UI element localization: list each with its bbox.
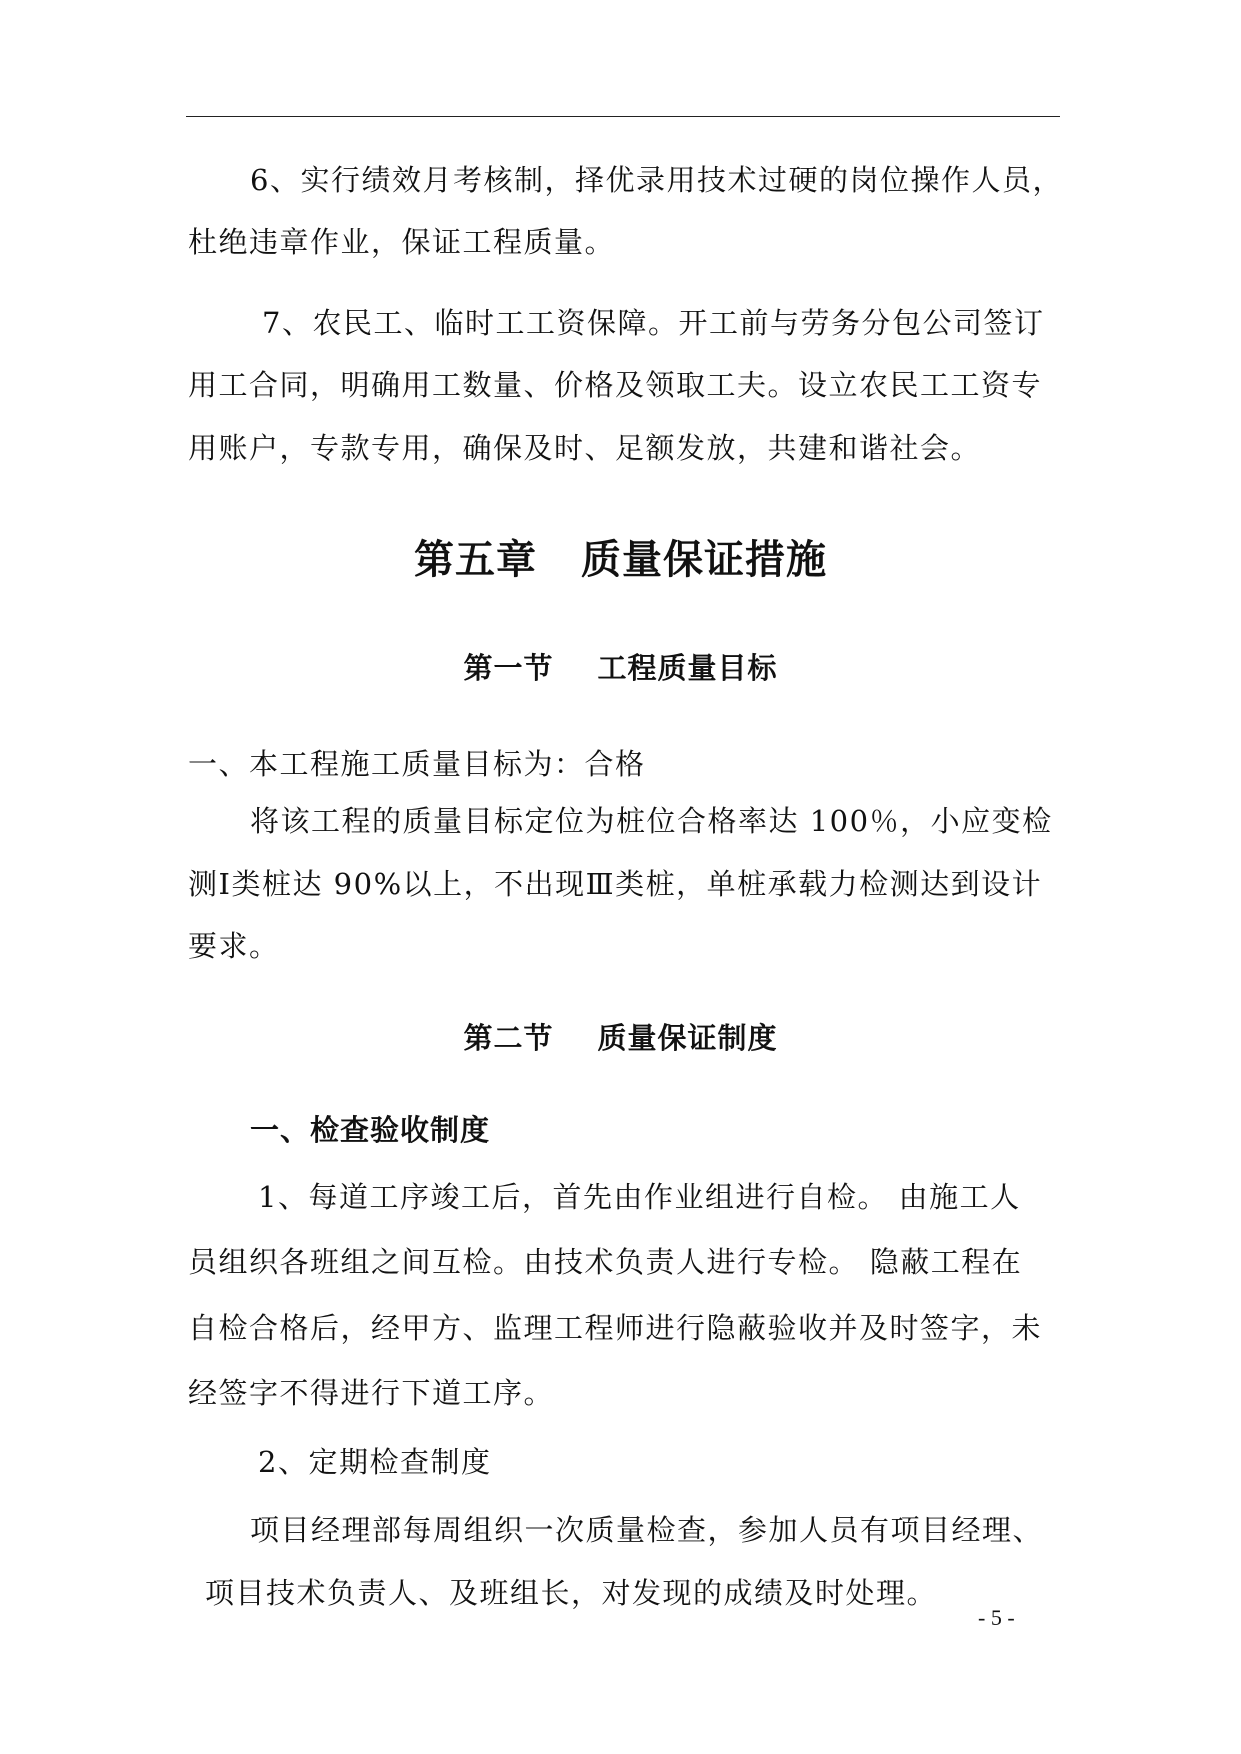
paragraph-6-line-1: 6、实行绩效月考核制，择优录用技术过硬的岗位操作人员， <box>250 163 1063 197</box>
quality-goal-line: 一、本工程施工质量目标为：合格 <box>188 747 646 781</box>
item-2-line-1: 项目经理部每周组织一次质量检查，参加人员有项目经理、 <box>250 1513 1044 1547</box>
paragraph-6-line-2: 杜绝违章作业，保证工程质量。 <box>188 225 616 259</box>
header-rule <box>186 116 1060 117</box>
section-1-text-line-2: 测Ⅰ类桩达 90%以上，不出现Ⅲ类桩，单桩承载力检测达到设计 <box>188 867 1043 901</box>
section-1-text-line-3: 要求。 <box>188 929 280 963</box>
chapter-number: 第五章 <box>414 537 537 583</box>
paragraph-7-line-1: 7、农民工、临时工工资保障。开工前与劳务分包公司签订 <box>262 306 1045 340</box>
section-1-heading <box>0 648 1241 688</box>
section-1-title: 工程质量目标 <box>597 651 778 685</box>
item-1-line-2: 员组织各班组之间互检。由技术负责人进行专检。 隐蔽工程在 <box>188 1245 1023 1279</box>
item-2-line-2: 项目技术负责人、及班组长，对发现的成绩及时处理。 <box>205 1576 938 1610</box>
inspection-heading: 一、检查验收制度 <box>250 1113 491 1147</box>
section-2-heading <box>0 1018 1241 1058</box>
item-1-line-4: 经签字不得进行下道工序。 <box>188 1376 555 1410</box>
chapter-heading <box>0 535 1241 585</box>
section-1-number: 第一节 <box>463 651 554 685</box>
item-1-line-1: 1、每道工序竣工后，首先由作业组进行自检。 由施工人 <box>258 1180 1021 1214</box>
item-2-title: 2、定期检查制度 <box>258 1445 492 1479</box>
item-1-line-3: 自检合格后，经甲方、监理工程师进行隐蔽验收并及时签字，未 <box>188 1311 1043 1345</box>
page-number: - 5 - <box>978 1605 1015 1630</box>
chapter-title: 质量保证措施 <box>581 537 827 583</box>
section-2-number: 第二节 <box>463 1021 554 1055</box>
paragraph-7-line-3: 用账户，专款专用，确保及时、足额发放，共建和谐社会。 <box>188 431 982 465</box>
section-1-text-line-1: 将该工程的质量目标定位为桩位合格率达 100％，小应变检 <box>250 804 1053 838</box>
section-2-title: 质量保证制度 <box>597 1021 778 1055</box>
paragraph-7-line-2: 用工合同，明确用工数量、价格及领取工夫。设立农民工工资专 <box>188 368 1043 402</box>
